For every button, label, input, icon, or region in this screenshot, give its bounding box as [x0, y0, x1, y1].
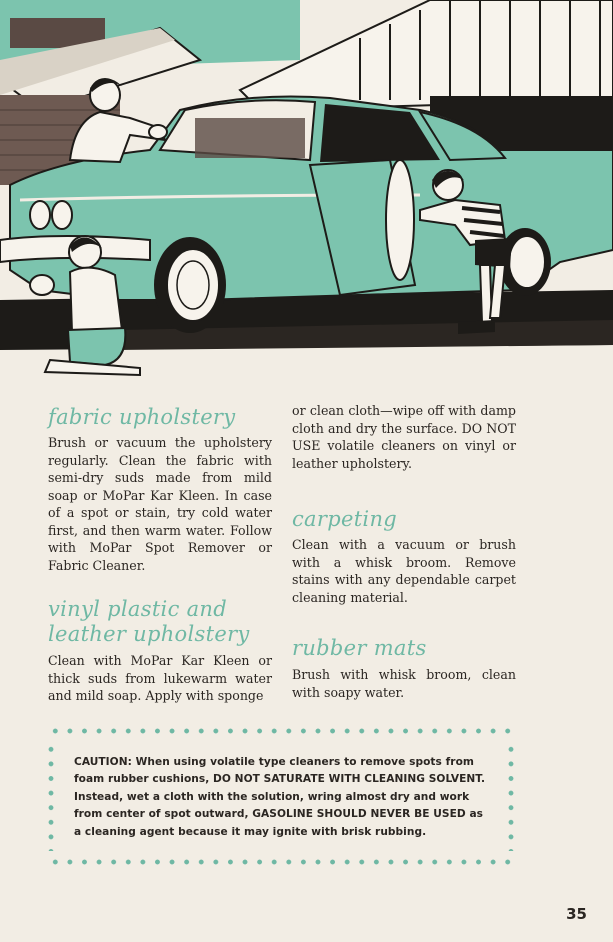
body-fabric-upholstery: Brush or vacuum the upholstery regularly. Clean the fabric with semi-dry suds made from mild soap or MoPar Kar Kleen. In case of a spot or stain, try cold water first, and then warm water. Follow with MoPar Spot Remover or Fabric Cleaner. — [48, 435, 272, 573]
dotted-border-bottom — [48, 859, 514, 865]
body-vinyl-plastic: Clean with MoPar Kar Kleen or thick suds from lukewarm water and mild soap. Apply with sponge — [48, 653, 272, 703]
page-number: 35 — [566, 905, 587, 923]
heading-carpeting: carpeting — [292, 507, 398, 531]
body-vinyl-plastic-continued: or clean cloth—wipe off with damp cloth and dry the surface. DO NOT USE volatile cleaners on vinyl or leather upholstery. — [292, 403, 516, 471]
body-rubber-mats: Brush with whisk broom, clean with soapy water. — [292, 667, 516, 700]
caution-box — [48, 728, 514, 865]
heading-vinyl-plastic-line2: leather upholstery — [48, 622, 250, 646]
caution-text: CAUTION: When using volatile type cleaners to remove spots from foam rubber cushions, DO NOT SATURATE WITH CLEANING SOLVENT. Instead, wet a cloth with the solution, wring almost dry and work from center of spot outward, GASOLINE SHOULD NEVER BE USED as a cleaning agent because it may ignite with brisk rubbing. — [74, 756, 486, 838]
heading-rubber-mats: rubber mats — [292, 636, 427, 660]
dotted-border-right — [508, 742, 514, 851]
heading-fabric-upholstery: fabric upholstery — [48, 405, 236, 429]
heading-vinyl-plastic-line1: vinyl plastic and — [48, 597, 227, 621]
car-cleaning-illustration — [0, 0, 613, 380]
body-carpeting: Clean with a vacuum or brush with a whisk broom. Remove stains with any dependable carpet cleaning material. — [292, 537, 516, 605]
dotted-border-left — [48, 742, 54, 851]
dotted-border-top — [48, 728, 514, 734]
